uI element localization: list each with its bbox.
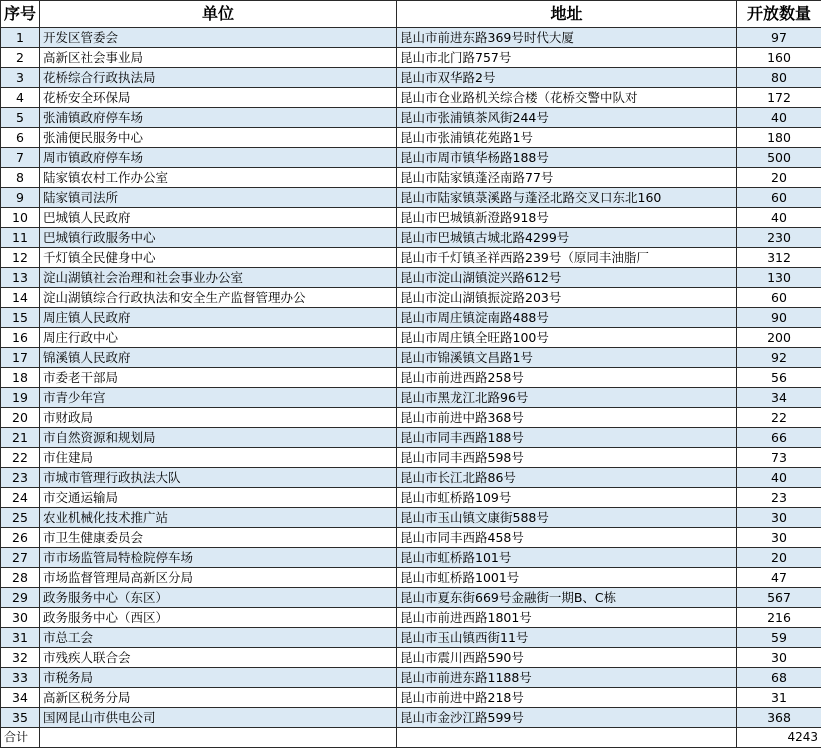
total-label: 合计	[1, 728, 40, 748]
row-index: 9	[1, 188, 40, 208]
table-row	[1, 148, 821, 168]
table-row	[1, 208, 821, 228]
table-row	[1, 248, 821, 268]
row-count: 68	[737, 668, 821, 688]
row-index: 14	[1, 288, 40, 308]
row-unit: 市残疾人联合会	[40, 648, 397, 668]
row-unit: 周市镇政府停车场	[40, 148, 397, 168]
row-index: 13	[1, 268, 40, 288]
row-unit: 开发区管委会	[40, 28, 397, 48]
total-empty-address	[397, 728, 737, 748]
row-index: 34	[1, 688, 40, 708]
row-address: 昆山市淀山湖镇振淀路203号	[397, 288, 737, 308]
row-index: 23	[1, 468, 40, 488]
table-row	[1, 448, 821, 468]
row-index: 4	[1, 88, 40, 108]
table-row	[1, 708, 821, 728]
row-count: 40	[737, 108, 821, 128]
row-unit: 陆家镇司法所	[40, 188, 397, 208]
row-unit: 农业机械化技术推广站	[40, 508, 397, 528]
row-index: 35	[1, 708, 40, 728]
row-address: 昆山市仓业路机关综合楼（花桥交警中队对	[397, 88, 737, 108]
row-unit: 市场监督管理局高新区分局	[40, 568, 397, 588]
row-unit: 市自然资源和规划局	[40, 428, 397, 448]
table-row	[1, 628, 821, 648]
table-row	[1, 648, 821, 668]
row-index: 29	[1, 588, 40, 608]
row-index: 11	[1, 228, 40, 248]
row-index: 25	[1, 508, 40, 528]
row-unit: 市委老干部局	[40, 368, 397, 388]
row-count: 500	[737, 148, 821, 168]
total-row	[1, 728, 821, 748]
row-count: 92	[737, 348, 821, 368]
row-unit: 政务服务中心（西区）	[40, 608, 397, 628]
table-row	[1, 388, 821, 408]
row-unit: 千灯镇全民健身中心	[40, 248, 397, 268]
header-count: 开放数量	[737, 1, 821, 28]
row-index: 31	[1, 628, 40, 648]
row-unit: 市青少年宫	[40, 388, 397, 408]
row-address: 昆山市周市镇华杨路188号	[397, 148, 737, 168]
row-index: 20	[1, 408, 40, 428]
table-row	[1, 108, 821, 128]
row-unit: 市住建局	[40, 448, 397, 468]
row-unit: 高新区社会事业局	[40, 48, 397, 68]
row-index: 26	[1, 528, 40, 548]
row-address: 昆山市巴城镇古城北路4299号	[397, 228, 737, 248]
header-index: 序号	[1, 1, 40, 28]
row-count: 30	[737, 508, 821, 528]
row-unit: 政务服务中心（东区）	[40, 588, 397, 608]
row-count: 160	[737, 48, 821, 68]
table-row	[1, 348, 821, 368]
row-index: 5	[1, 108, 40, 128]
row-address: 昆山市震川西路590号	[397, 648, 737, 668]
row-unit: 周庄镇人民政府	[40, 308, 397, 328]
row-count: 60	[737, 288, 821, 308]
row-count: 30	[737, 648, 821, 668]
row-unit: 高新区税务分局	[40, 688, 397, 708]
table-row	[1, 128, 821, 148]
row-count: 40	[737, 208, 821, 228]
row-unit: 淀山湖镇综合行政执法和安全生产监督管理办公	[40, 288, 397, 308]
row-count: 312	[737, 248, 821, 268]
row-address: 昆山市前进东路1188号	[397, 668, 737, 688]
row-count: 200	[737, 328, 821, 348]
row-unit: 周庄行政中心	[40, 328, 397, 348]
row-count: 90	[737, 308, 821, 328]
row-count: 180	[737, 128, 821, 148]
row-address: 昆山市同丰西路458号	[397, 528, 737, 548]
row-address: 昆山市长江北路86号	[397, 468, 737, 488]
row-address: 昆山市虹桥路101号	[397, 548, 737, 568]
table-row	[1, 268, 821, 288]
row-index: 8	[1, 168, 40, 188]
table-row	[1, 668, 821, 688]
row-index: 2	[1, 48, 40, 68]
row-unit: 淀山湖镇社会治理和社会事业办公室	[40, 268, 397, 288]
row-index: 6	[1, 128, 40, 148]
row-count: 567	[737, 588, 821, 608]
row-count: 73	[737, 448, 821, 468]
row-index: 18	[1, 368, 40, 388]
row-count: 23	[737, 488, 821, 508]
row-index: 17	[1, 348, 40, 368]
row-count: 60	[737, 188, 821, 208]
row-index: 16	[1, 328, 40, 348]
row-address: 昆山市前进西路258号	[397, 368, 737, 388]
row-index: 30	[1, 608, 40, 628]
row-index: 32	[1, 648, 40, 668]
row-index: 3	[1, 68, 40, 88]
row-unit: 陆家镇农村工作办公室	[40, 168, 397, 188]
table-row	[1, 528, 821, 548]
table-row	[1, 568, 821, 588]
table-row	[1, 468, 821, 488]
row-address: 昆山市双华路2号	[397, 68, 737, 88]
row-address: 昆山市黑龙江北路96号	[397, 388, 737, 408]
row-address: 昆山市虹桥路1001号	[397, 568, 737, 588]
row-address: 昆山市前进西路1801号	[397, 608, 737, 628]
row-address: 昆山市巴城镇新澄路918号	[397, 208, 737, 228]
row-count: 172	[737, 88, 821, 108]
row-address: 昆山市前进东路369号时代大厦	[397, 28, 737, 48]
table-row	[1, 308, 821, 328]
row-count: 56	[737, 368, 821, 388]
table-row	[1, 608, 821, 628]
row-count: 230	[737, 228, 821, 248]
header-address: 地址	[397, 1, 737, 28]
row-address: 昆山市玉山镇文康街588号	[397, 508, 737, 528]
row-address: 昆山市同丰西路188号	[397, 428, 737, 448]
row-unit: 花桥综合行政执法局	[40, 68, 397, 88]
row-address: 昆山市前进中路218号	[397, 688, 737, 708]
table-row	[1, 548, 821, 568]
row-unit: 市总工会	[40, 628, 397, 648]
row-unit: 花桥安全环保局	[40, 88, 397, 108]
row-address: 昆山市张浦镇茶风街244号	[397, 108, 737, 128]
row-count: 40	[737, 468, 821, 488]
row-count: 30	[737, 528, 821, 548]
row-count: 34	[737, 388, 821, 408]
row-index: 1	[1, 28, 40, 48]
total-empty-unit	[40, 728, 397, 748]
row-unit: 巴城镇人民政府	[40, 208, 397, 228]
row-index: 10	[1, 208, 40, 228]
row-index: 12	[1, 248, 40, 268]
row-count: 97	[737, 28, 821, 48]
table-row	[1, 408, 821, 428]
row-address: 昆山市千灯镇圣祥西路239号（原同丰油脂厂	[397, 248, 737, 268]
table-row	[1, 588, 821, 608]
row-unit: 张浦镇政府停车场	[40, 108, 397, 128]
row-address: 昆山市陆家镇蓬泾南路77号	[397, 168, 737, 188]
row-address: 昆山市虹桥路109号	[397, 488, 737, 508]
row-count: 20	[737, 548, 821, 568]
row-unit: 市城市管理行政执法大队	[40, 468, 397, 488]
row-index: 27	[1, 548, 40, 568]
table-row	[1, 428, 821, 448]
row-count: 22	[737, 408, 821, 428]
row-unit: 张浦便民服务中心	[40, 128, 397, 148]
row-unit: 巴城镇行政服务中心	[40, 228, 397, 248]
row-address: 昆山市张浦镇花苑路1号	[397, 128, 737, 148]
row-address: 昆山市同丰西路598号	[397, 448, 737, 468]
row-unit: 市税务局	[40, 668, 397, 688]
row-index: 33	[1, 668, 40, 688]
header-unit: 单位	[40, 1, 397, 28]
table-row	[1, 488, 821, 508]
table-body	[1, 28, 821, 728]
table-row	[1, 368, 821, 388]
row-address: 昆山市北门路757号	[397, 48, 737, 68]
row-address: 昆山市陆家镇菉溪路与蓬泾北路交叉口东北160	[397, 188, 737, 208]
row-count: 368	[737, 708, 821, 728]
table-row	[1, 688, 821, 708]
row-index: 24	[1, 488, 40, 508]
table-row	[1, 88, 821, 108]
row-address: 昆山市金沙江路599号	[397, 708, 737, 728]
row-unit: 市市场监管局特检院停车场	[40, 548, 397, 568]
row-unit: 市财政局	[40, 408, 397, 428]
table-row	[1, 48, 821, 68]
row-index: 7	[1, 148, 40, 168]
table-row	[1, 328, 821, 348]
table-row	[1, 188, 821, 208]
row-unit: 市交通运输局	[40, 488, 397, 508]
table-row	[1, 28, 821, 48]
row-count: 66	[737, 428, 821, 448]
row-address: 昆山市淀山湖镇淀兴路612号	[397, 268, 737, 288]
table-row	[1, 68, 821, 88]
row-count: 31	[737, 688, 821, 708]
row-count: 59	[737, 628, 821, 648]
row-address: 昆山市锦溪镇文昌路1号	[397, 348, 737, 368]
table-row	[1, 508, 821, 528]
row-index: 21	[1, 428, 40, 448]
row-index: 28	[1, 568, 40, 588]
row-unit: 国网昆山市供电公司	[40, 708, 397, 728]
row-count: 20	[737, 168, 821, 188]
table-row	[1, 228, 821, 248]
row-index: 22	[1, 448, 40, 468]
row-count: 216	[737, 608, 821, 628]
row-index: 19	[1, 388, 40, 408]
row-address: 昆山市前进中路368号	[397, 408, 737, 428]
row-count: 130	[737, 268, 821, 288]
header-row	[1, 1, 821, 28]
table-row	[1, 288, 821, 308]
row-address: 昆山市周庄镇全旺路100号	[397, 328, 737, 348]
row-unit: 锦溪镇人民政府	[40, 348, 397, 368]
row-count: 47	[737, 568, 821, 588]
row-count: 80	[737, 68, 821, 88]
row-address: 昆山市夏东街669号金融街一期B、C栋	[397, 588, 737, 608]
row-unit: 市卫生健康委员会	[40, 528, 397, 548]
total-value: 4243	[737, 728, 821, 748]
row-address: 昆山市玉山镇西街11号	[397, 628, 737, 648]
row-address: 昆山市周庄镇淀南路488号	[397, 308, 737, 328]
table-row	[1, 168, 821, 188]
row-index: 15	[1, 308, 40, 328]
